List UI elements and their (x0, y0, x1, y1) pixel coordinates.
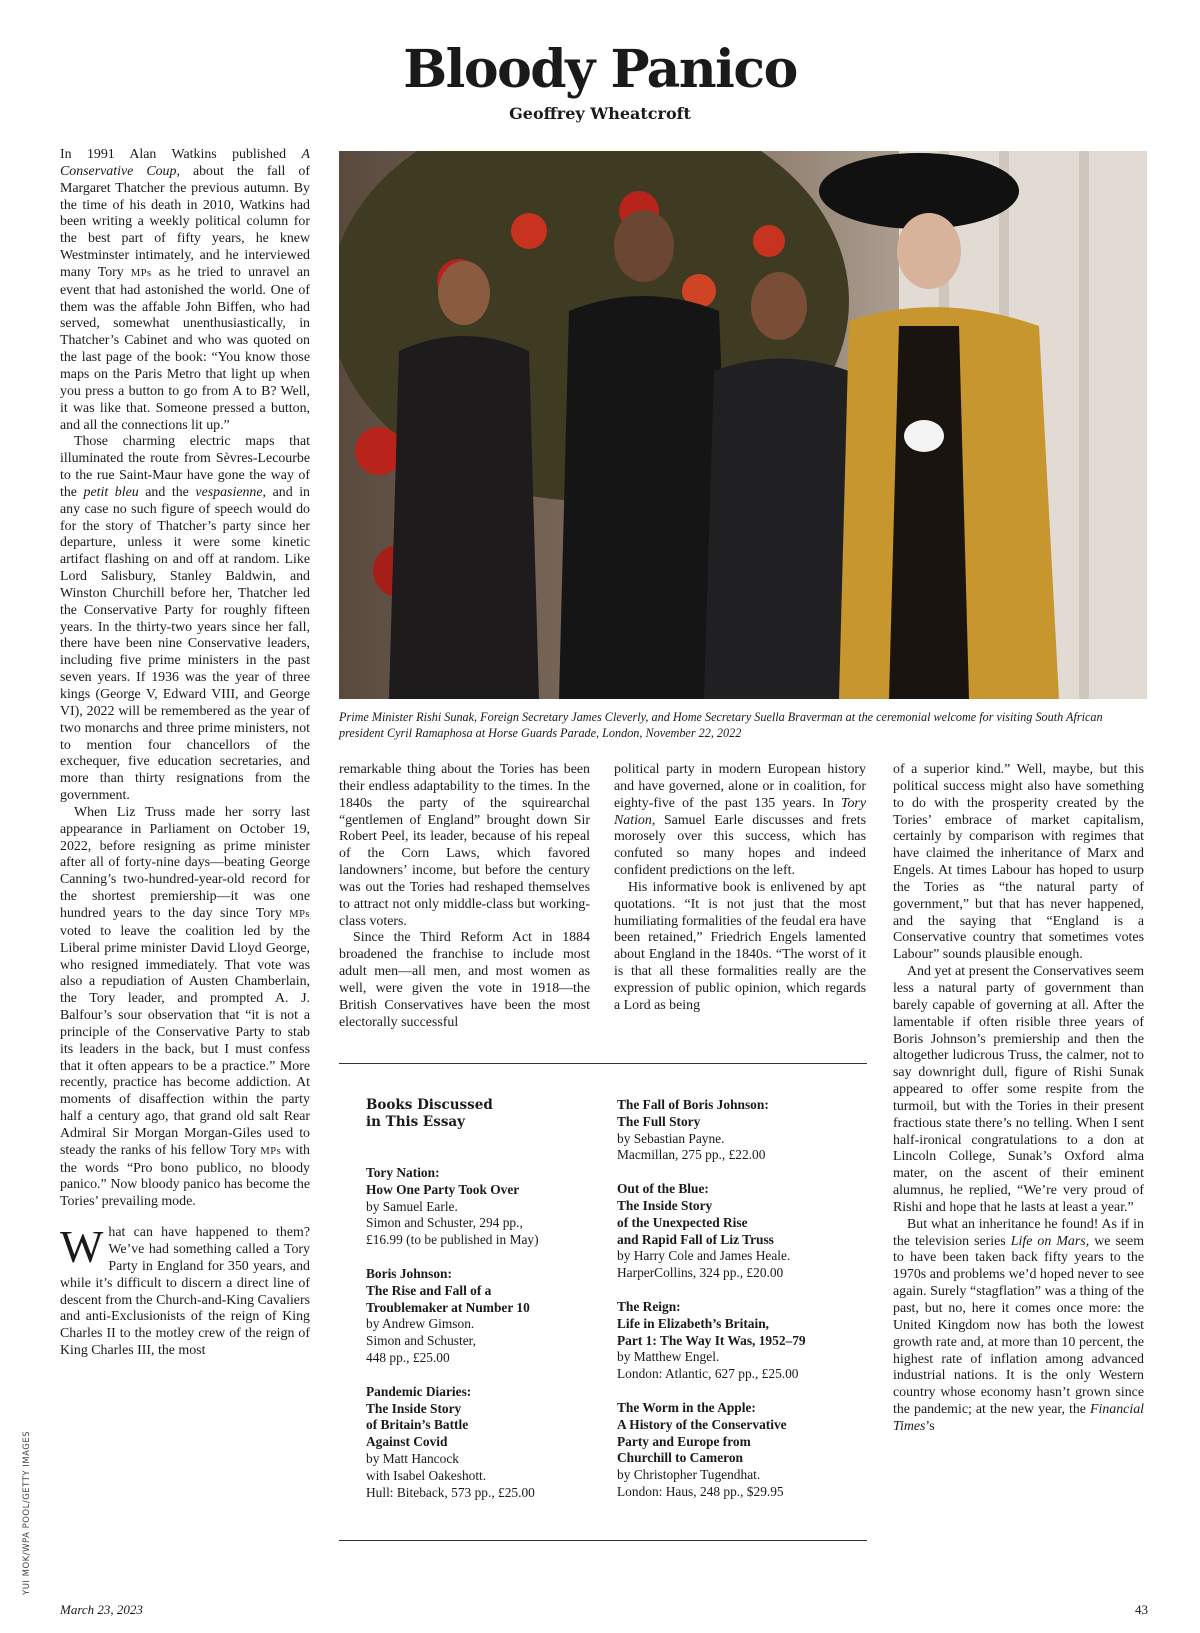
book-meta-line: by Matthew Engel. (617, 1349, 720, 1365)
paragraph: remarkable thing about the Tories has been their endless adaptability to the times. In the 1840s the party of the squirearchal “gentlemen of England” brought down Sir Robert Peel, its leader, because of his repeal of the Corn Laws, which favored landowners’ income, but before the century was out the Tories had reshaped themselves to attract not only middle-class but working-class voters. (339, 762, 590, 929)
page-number: 43 (1135, 1602, 1148, 1617)
issue-date: March 23, 2023 (60, 1602, 143, 1617)
book-title-line: Life in Elizabeth’s Britain, (617, 1315, 770, 1331)
book-meta-line: 448 pp., £25.00 (366, 1349, 450, 1365)
book-title-line: The Worm in the Apple: (617, 1399, 756, 1415)
book-title-line: The Full Story (617, 1113, 701, 1129)
paragraph: political party in modern European history and have governed, alone or in coalition, for eighty-five of the past 135 years. In Tory Nation, Samuel Earle discusses and frets morosely over this success, which has confuted so many hopes and indeed confident predictions on the left. (614, 762, 866, 879)
article-column-2 (339, 762, 590, 1032)
book-meta-line: by Matt Hancock (366, 1450, 459, 1466)
article-column-1 (60, 147, 310, 1360)
book-title-line: Tory Nation: (366, 1165, 440, 1180)
book-meta-line: by Sebastian Payne. (617, 1130, 725, 1146)
drop-cap-paragraph: What can have happened to them? We’ve had something called a Tory Party in England for 350 years, and while it’s difficult to discern a direct line of descent from the Church-and-King Cavaliers and anti-Exclusionists of the reign of King Charles II to the motley crew of the reign of King Charles III, the most (60, 1221, 310, 1359)
ceremony-photo-illustration (339, 151, 1147, 699)
book-meta-line: London: Haus, 248 pp., $29.95 (617, 1483, 784, 1499)
books-discussed-right (617, 1097, 867, 1518)
article-photo (339, 151, 1147, 699)
paragraph: Those charming electric maps that illuminated the route from Sèvres-Lecourbe to the rue Saint-Maur have gone the way of the petit bleu and the vespasienne, and in any case no such figure of speech would do for the story of Thatcher’s party since her departure, unless it were some kinetic artifact flashing on and off at random. Like Lord Salisbury, Stanley Baldwin, and Winston Churchill before her, Thatcher led the Conservative Party for roughly fifteen years. In the thirty-two years since her fall, there have been nine Conservative leaders, including five prime ministers in the past seven years. If 1936 was the year of three kings (George V, Edward VIII, and George VI), 2022 will be remembered as the year of two monarchs and three prime ministers, not to mention four chancellors of the exchequer, five education secretaries, and more than thirty resignations from the government. (60, 434, 310, 804)
book-meta-line: HarperCollins, 324 pp., £20.00 (617, 1265, 784, 1281)
book-title-line: Party and Europe from (617, 1433, 751, 1449)
book-title-line: of Britain’s Battle (366, 1417, 469, 1433)
article-column-3 (614, 762, 866, 1015)
paragraph: And yet at present the Conservatives seem less a natural party of government than barely capable of governing at all. After the lamentable if often risible three years of Boris Johnson’s premiership and then the altogether ludicrous Truss, the calmer, not to say downright dull, figure of Rishi Sunak appeared to offer some respite from the turmoil, but with the Tories in their present fractious state there’s no telling. When I sent half-ironical congratulations to a don at Lincoln College, Sunak’s Oxford alma mater, on the ascent of their eminent alumnus, he replied, “We’re very proud of Rishi and hope that he lasts at least a year.” (893, 964, 1144, 1215)
book-title-line: The Inside Story (617, 1197, 713, 1213)
book-meta-line: by Harry Cole and James Heale. (617, 1248, 791, 1264)
book-title-line: Against Covid (366, 1434, 448, 1450)
book-title-line: Churchill to Cameron (617, 1450, 743, 1466)
book-meta-line: £16.99 (to be published in May) (366, 1232, 539, 1248)
photo-caption: Prime Minister Rishi Sunak, Foreign Secretary James Cleverly, and Home Secretary Suella Braverman at the ceremonial welcome for visiting South African president Cyril Ramaphosa at Horse Guards Parade, London, November 22, 2022 (339, 710, 1103, 740)
book-entry (617, 1299, 867, 1383)
paragraph: But what an inheritance he found! As if in the television series Life on Mars, we seem to have been taken back fifty years to the 1970s and problems we’d hoped never to see again. Surely “stagflation” was a thing of the past, but no, here it comes once more: the United Kingdom now has both the lowest growth rate and, at more than 10 percent, the highest rate of inflation among advanced industrial nations. It is the only Western country whose economy hasn’t grown since the pandemic; at the new year, the Financial Times’s (893, 1216, 1145, 1434)
book-entry (617, 1400, 867, 1501)
paragraph: His informative book is enlivened by apt quotations. “It is not just that the most humiliating formalities of the feudal era have been retained,” Friedrich Engels lamented about England in the 1840s. “The worst of it is that all these formalities really are the expression of public opinion, which regards a Lord as being (614, 879, 866, 1013)
book-meta-line: London: Atlantic, 627 pp., £25.00 (617, 1366, 799, 1382)
book-meta-line: by Andrew Gimson. (366, 1316, 475, 1332)
book-entry (617, 1097, 867, 1164)
book-meta-line: Macmillan, 275 pp., £22.00 (617, 1147, 766, 1163)
book-title-line: Part 1: The Way It Was, 1952–79 (617, 1332, 806, 1348)
book-title-line: Pandemic Diaries: (366, 1383, 472, 1399)
book-entry (366, 1266, 596, 1367)
book-meta-line: Hull: Biteback, 573 pp., £25.00 (366, 1484, 535, 1500)
article-column-4 (893, 762, 1144, 1436)
book-meta-line: with Isabel Oakeshott. (366, 1467, 487, 1483)
books-heading: Books Discussed in This Essay (366, 1097, 493, 1130)
book-title-line: A History of the Conservative (617, 1416, 787, 1432)
books-discussed-left (366, 1097, 596, 1518)
book-entry (366, 1384, 596, 1502)
book-meta-line: Simon and Schuster, 294 pp., (366, 1215, 523, 1231)
photo-credit: YUI MOK/WPA POOL/GETTY IMAGES (22, 1430, 32, 1595)
paragraph: Since the Third Reform Act in 1884 broadened the franchise to include most adult men—all men, and most women as well, were given the vote in 1918—the British Conservatives have been the most electorally successful (339, 930, 590, 1030)
book-title-line: Boris Johnson: (366, 1265, 452, 1281)
book-title-line: The Rise and Fall of a (366, 1282, 492, 1298)
book-title-line: Out of the Blue: (617, 1181, 709, 1197)
book-meta-line: by Samuel Earle. (366, 1198, 458, 1214)
book-meta-line: Simon and Schuster, (366, 1333, 476, 1349)
book-title-line: The Fall of Boris Johnson: (617, 1097, 769, 1112)
paragraph: In 1991 Alan Watkins published A Conservative Coup, about the fall of Margaret Thatcher the previous autumn. By the time of his death in 2010, Watkins had been writing a weekly political column for the best part of fifty years, he knew Westminster intimately, and he interviewed many Tory MPs as he tried to unravel an event that had astonished the world. One of them was the affable John Biffen, who had served, somewhat unenthusiastically, in Thatcher’s Cabinet and who was quoted on the last page of the book: “You know those maps on the Paris Metro that light up when you press a button to go from A to B? Well, it was like that. Someone pressed a button, and all the connections lit up.” (60, 147, 310, 433)
book-meta-line: by Christopher Tugendhat. (617, 1467, 761, 1483)
book-title-line: and Rapid Fall of Liz Truss (617, 1231, 774, 1247)
drop-cap: W (60, 1221, 104, 1273)
books-box-bottom-rule (339, 1540, 867, 1541)
book-entry (617, 1181, 867, 1282)
author-byline: Geoffrey Wheatcroft (509, 104, 691, 123)
books-box-top-rule (339, 1063, 867, 1064)
book-title-line: Troublemaker at Number 10 (366, 1299, 530, 1315)
book-title-line: The Inside Story (366, 1400, 462, 1416)
paragraph: When Liz Truss made her sorry last appearance in Parliament on October 19, 2022, before resigning as prime minister after all of forty-nine days—beating George Canning’s two-hundred-year-old record for the shortest premiership—it was one hundred years to the day since Tory MPs voted to leave the coalition led by the Liberal prime minister David Lloyd George, who resigned immediately. That vote was also a repudiation of Austen Chamberlain, the Tory leader, and prompted A. J. Balfour’s sour observation that “it is not a principle of the Conservative Party to stab its leaders in the back, but I must confess that it often appears to be a practice.” More recently, practice has become addiction. At moments of disaffection within the party half a century ago, that grand old salt Rear Admiral Sir Morgan Morgan-Giles used to steady the ranks of his fellow Tory MPs with the words “Pro bono publico, no bloody panico.” Now bloody panico has become the Tories’ prevailing mode. (60, 804, 310, 1210)
book-title-line: The Reign: (617, 1298, 681, 1314)
paragraph: of a superior kind.” Well, maybe, but this political success might also have something to do with the prosperity created by the Tories’ embrace of market capitalism, certainly by comparison with regimes that have claimed the inheritance of Marx and Engels. At times Labour has hoped to usurp the Tories as “the natural party of government,” but that has never happened, and the saying that “England is a Conservative country that sometimes votes Labour” sounds plausible enough. (893, 762, 1144, 963)
book-entry (366, 1165, 596, 1249)
book-title-line: How One Party Took Over (366, 1181, 520, 1197)
article-title: Bloody Panico (403, 39, 797, 100)
book-title-line: of the Unexpected Rise (617, 1214, 748, 1230)
